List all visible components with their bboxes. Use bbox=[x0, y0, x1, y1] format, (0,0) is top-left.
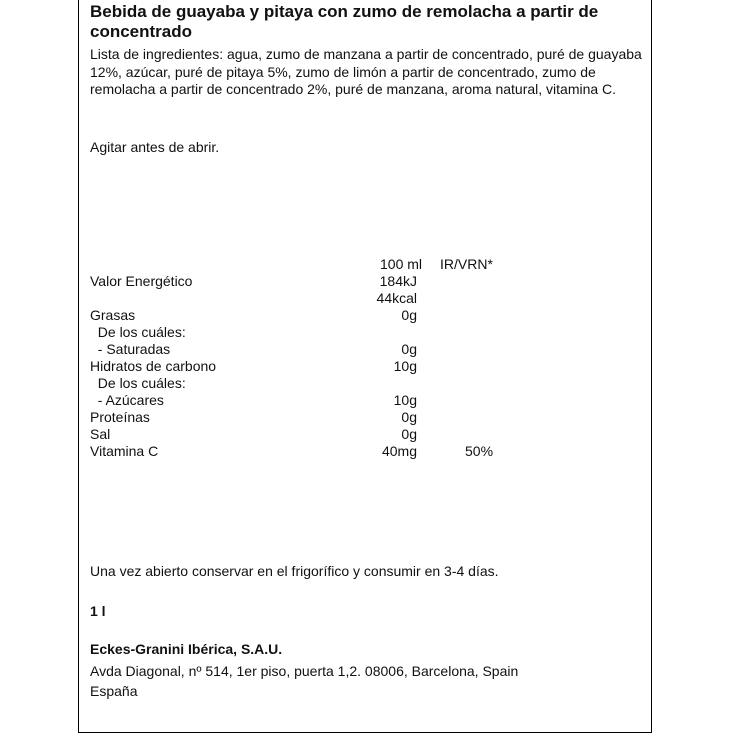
nutrient-label: Proteínas bbox=[90, 409, 150, 425]
company-address: Avda Diagonal, nº 514, 1er piso, puerta 1,2. 08006, Barcelona, Spain bbox=[90, 663, 519, 679]
nutrient-label: - Azúcares bbox=[90, 392, 164, 408]
nutrient-value: 10g bbox=[393, 358, 417, 374]
nutrition-row bbox=[90, 290, 590, 307]
nutrient-percent: 50% bbox=[465, 443, 494, 459]
nutrient-label: - Saturadas bbox=[90, 341, 171, 357]
nutrition-row bbox=[90, 443, 590, 460]
nutrient-label: Sal bbox=[90, 426, 111, 442]
company-name: Eckes-Granini Ibérica, S.A.U. bbox=[90, 641, 283, 657]
nutrition-row bbox=[90, 375, 590, 392]
ingredients-list: Lista de ingredientes: agua, zumo de manzana a partir de concentrado, puré de guayaba 12%, azúcar, puré de pitaya 5%, zumo de limón a partir de concentrado, zumo de remolacha a partir de concentrado 2%, puré de manzana, aroma natural, vitamina C. bbox=[90, 46, 642, 97]
nutrient-value: 0g bbox=[401, 341, 417, 357]
nutrition-header-ref: IR/VRN* bbox=[440, 256, 493, 272]
nutrient-value: 0g bbox=[401, 307, 417, 323]
nutrition-row bbox=[90, 273, 590, 290]
shake-note: Agitar antes de abrir. bbox=[90, 139, 220, 155]
nutrition-row bbox=[90, 307, 590, 324]
company-country: España bbox=[90, 683, 138, 699]
nutrition-header-per: 100 ml bbox=[380, 256, 423, 272]
nutrition-header-row bbox=[90, 256, 590, 273]
nutrient-label: Grasas bbox=[90, 307, 136, 323]
nutrient-value: 10g bbox=[393, 392, 417, 408]
nutrition-row bbox=[90, 409, 590, 426]
net-volume: 1 l bbox=[90, 603, 106, 619]
nutrient-label: De los cuáles: bbox=[90, 375, 186, 391]
nutrient-label: Valor Energético bbox=[90, 273, 193, 289]
product-title: Bebida de guayaba y pitaya con zumo de remolacha a partir de concentrado bbox=[90, 2, 599, 41]
nutrition-row bbox=[90, 358, 590, 375]
nutrient-value: 0g bbox=[401, 426, 417, 442]
nutrient-value: 184kJ bbox=[379, 273, 417, 289]
nutrient-value: 40mg bbox=[381, 443, 417, 459]
nutrition-row bbox=[90, 392, 590, 409]
nutrient-value: 44kcal bbox=[376, 290, 417, 306]
nutrient-label: Vitamina C bbox=[90, 443, 159, 459]
storage-instructions: Una vez abierto conservar en el frigorífico y consumir en 3-4 días. bbox=[90, 563, 499, 579]
nutrient-label: De los cuáles: bbox=[90, 324, 186, 340]
nutrient-label: Hidratos de carbono bbox=[90, 358, 217, 374]
nutrition-row bbox=[90, 341, 590, 358]
nutrition-table bbox=[90, 256, 590, 460]
nutrition-row bbox=[90, 426, 590, 443]
nutrition-row bbox=[90, 324, 590, 341]
nutrient-value: 0g bbox=[401, 409, 417, 425]
